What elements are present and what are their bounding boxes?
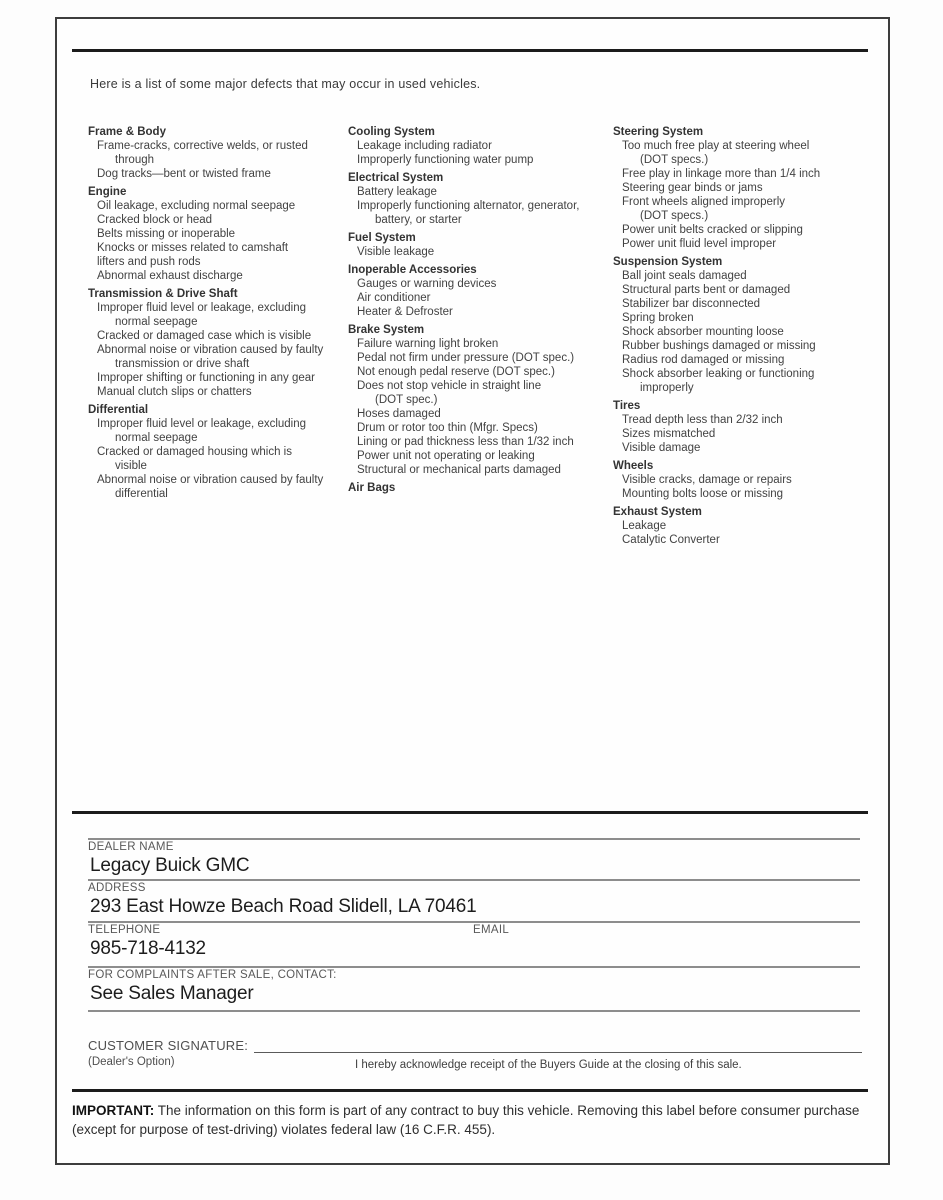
address-top-line (88, 879, 860, 881)
defect-item-line: Radius rod damaged or missing (622, 354, 785, 366)
defect-item-line: Visible cracks, damage or repairs (622, 474, 792, 486)
defect-item-line: Stabilizer bar disconnected (622, 298, 761, 310)
defect-item-line: Manual clutch slips or chatters (97, 386, 252, 398)
defect-item-line: Cracked or damaged housing which is (97, 446, 292, 458)
defect-section-heading: Exhaust System (613, 506, 702, 518)
email-label: EMAIL (473, 924, 510, 936)
important-text: The information on this form is part of any contract to buy this vehicle. Removing this label before consumer purchase (except for purpose of test-driving) violates federal law (16 C.F.R. 455). (72, 1103, 860, 1137)
defect-item-line: Belts missing or inoperable (97, 228, 236, 240)
customer-signature-label: CUSTOMER SIGNATURE: (88, 1038, 249, 1053)
defect-section-heading: Inoperable Accessories (348, 264, 477, 276)
defect-item-line: battery, or starter (375, 214, 462, 226)
defect-item-line: Shock absorber leaking or functioning (622, 368, 815, 380)
defect-item-line: Failure warning light broken (357, 338, 499, 350)
defect-item-line: Oil leakage, excluding normal seepage (97, 200, 296, 212)
defect-item-line: Dog tracks—bent or twisted frame (97, 168, 271, 180)
address-value: 293 East Howze Beach Road Slidell, LA 70461 (90, 896, 477, 917)
defect-item-line: Front wheels aligned improperly (622, 196, 785, 208)
defect-list-columns (88, 125, 880, 547)
defect-item-line: Drum or rotor too thin (Mfgr. Specs) (357, 422, 538, 434)
defect-item-line: Sizes mismatched (622, 428, 716, 440)
defect-item-line: Rubber bushings damaged or missing (622, 340, 816, 352)
defect-item-line: Pedal not firm under pressure (DOT spec.) (357, 352, 575, 364)
defect-item-line: Improperly functioning water pump (357, 154, 534, 166)
defect-item-line: (DOT specs.) (640, 210, 709, 222)
defect-section-heading: Steering System (613, 126, 704, 138)
defect-section-heading: Electrical System (348, 172, 444, 184)
dealer-name-top-line (88, 838, 860, 840)
telephone-value: 985-718-4132 (90, 938, 206, 959)
defect-item-line: Gauges or warning devices (357, 278, 497, 290)
defect-item-line: improperly (640, 382, 694, 394)
defect-section-heading: Differential (88, 404, 149, 416)
label-border-box (55, 17, 890, 1165)
defect-item-line: Lining or pad thickness less than 1/32 inch (357, 436, 574, 448)
defect-item-line: Air conditioner (357, 292, 431, 304)
complaints-top-line (88, 966, 860, 968)
dealer-name-value: Legacy Buick GMC (90, 855, 250, 876)
defect-item-line: Too much free play at steering wheel (622, 140, 810, 152)
defect-item-line: (DOT specs.) (640, 154, 709, 166)
defect-item-line: Abnormal noise or vibration caused by faulty (97, 344, 324, 356)
defect-section-heading: Wheels (613, 460, 654, 472)
defect-item-line: Catalytic Converter (622, 534, 720, 546)
complaints-value: See Sales Manager (90, 983, 254, 1004)
defect-item-line: Abnormal noise or vibration caused by faulty (97, 474, 324, 486)
defect-item-line: transmission or drive shaft (115, 358, 250, 370)
defect-item-line: Improper shifting or functioning in any gear (97, 372, 315, 384)
customer-signature-line (254, 1052, 862, 1053)
defect-item-line: Does not stop vehicle in straight line (357, 380, 542, 392)
defect-item-line: Leakage (622, 520, 667, 532)
defect-item-line: Heater & Defroster (357, 306, 453, 318)
defect-section-heading: Frame & Body (88, 126, 166, 138)
defect-item-line: Not enough pedal reserve (DOT spec.) (357, 366, 555, 378)
telephone-top-line (88, 921, 860, 923)
defect-section-heading: Fuel System (348, 232, 416, 244)
defect-column-1 (88, 125, 348, 547)
defect-item-line: Abnormal exhaust discharge (97, 270, 243, 282)
defect-item-line: Steering gear binds or jams (622, 182, 763, 194)
defect-item-line: (DOT spec.) (375, 394, 438, 406)
top-divider-rule (72, 49, 868, 52)
important-divider-rule (72, 1089, 868, 1092)
defect-item-line: Cracked or damaged case which is visible (97, 330, 312, 342)
defect-section-heading: Suspension System (613, 256, 723, 268)
intro-text: Here is a list of some major defects that may occur in used vehicles. (90, 77, 481, 91)
defect-item-line: Hoses damaged (357, 408, 441, 420)
defect-item-line: Shock absorber mounting loose (622, 326, 784, 338)
form-top-divider-rule (72, 811, 868, 814)
defect-item-line: Mounting bolts loose or missing (622, 488, 784, 500)
defect-item-line: normal seepage (115, 316, 198, 328)
defect-section-heading: Transmission & Drive Shaft (88, 288, 238, 300)
defect-item-line: Power unit belts cracked or slipping (622, 224, 803, 236)
address-label: ADDRESS (88, 882, 146, 894)
defect-column-2 (348, 125, 613, 547)
defect-item-line: Structural or mechanical parts damaged (357, 464, 561, 476)
acknowledgement-note: I hereby acknowledge receipt of the Buyers Guide at the closing of this sale. (355, 1059, 742, 1071)
defect-item-line: Visible leakage (357, 246, 435, 258)
defect-item-line: Leakage including radiator (357, 140, 492, 152)
dealer-name-label: DEALER NAME (88, 841, 174, 853)
important-notice (72, 1101, 872, 1139)
telephone-label: TELEPHONE (88, 924, 161, 936)
defect-item-line: Spring broken (622, 312, 694, 324)
defect-item-line: Improper fluid level or leakage, excluding (97, 302, 307, 314)
dealers-option-label: (Dealer's Option) (88, 1056, 175, 1068)
defect-item-line: Knocks or misses related to camshaft (97, 242, 289, 254)
defect-item-line: Structural parts bent or damaged (622, 284, 791, 296)
defect-item-line: through (115, 154, 155, 166)
defect-item-line: Visible damage (622, 442, 701, 454)
defect-item-line: Improperly functioning alternator, generator, (357, 200, 580, 212)
defect-item-line: visible (115, 460, 147, 472)
defect-item-line: normal seepage (115, 432, 198, 444)
complaints-bottom-line (88, 1010, 860, 1012)
defect-item-line: Cracked block or head (97, 214, 213, 226)
important-label: IMPORTANT: (72, 1103, 155, 1118)
defect-section-heading: Tires (613, 400, 641, 412)
defect-column-3 (613, 125, 878, 547)
defect-item-line: Power unit not operating or leaking (357, 450, 535, 462)
defect-item-line: Battery leakage (357, 186, 437, 198)
defect-section-heading: Brake System (348, 324, 425, 336)
defect-section-heading: Engine (88, 186, 127, 198)
defect-item-line: Free play in linkage more than 1/4 inch (622, 168, 821, 180)
defect-item-line: Ball joint seals damaged (622, 270, 747, 282)
defect-item-line: Tread depth less than 2/32 inch (622, 414, 783, 426)
defect-item-line: differential (115, 488, 168, 500)
defect-item-line: Power unit fluid level improper (622, 238, 777, 250)
defect-item-line: lifters and push rods (97, 256, 201, 268)
defect-section-heading: Air Bags (348, 482, 396, 494)
defect-item-line: Frame-cracks, corrective welds, or rusted (97, 140, 308, 152)
complaints-label: FOR COMPLAINTS AFTER SALE, CONTACT: (88, 969, 337, 981)
defect-section-heading: Cooling System (348, 126, 435, 138)
defect-item-line: Improper fluid level or leakage, excluding (97, 418, 307, 430)
